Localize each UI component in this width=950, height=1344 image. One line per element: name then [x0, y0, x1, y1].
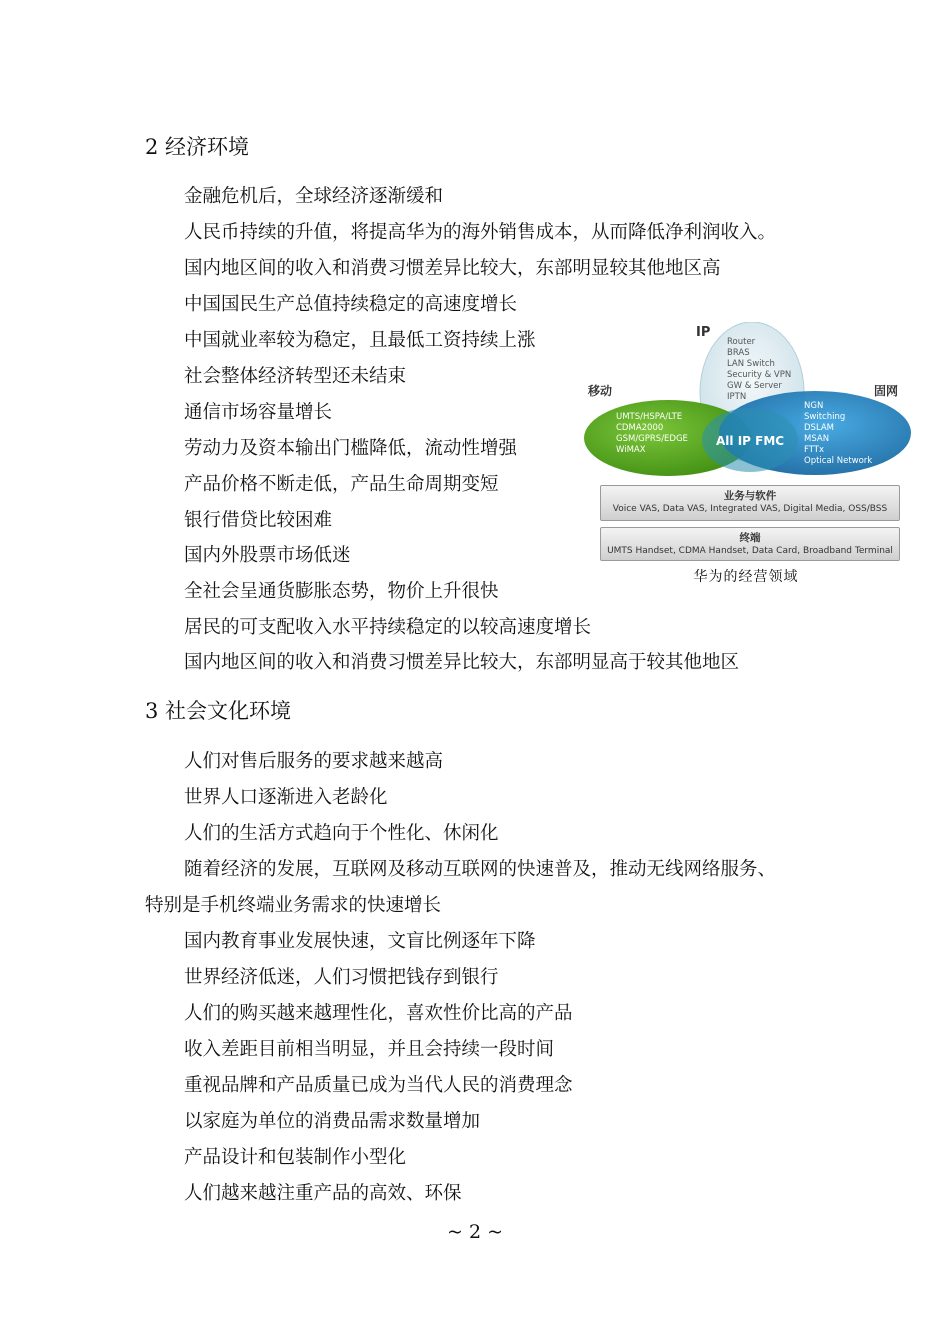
text-line: 以家庭为单位的消费品需求数量增加 — [184, 1111, 481, 1132]
page-number: ~ 2 ~ — [446, 1221, 503, 1243]
text-line: 收入差距目前相当明显，并且会持续一段时间 — [184, 1039, 555, 1060]
venn-diagram — [580, 322, 912, 490]
text-line: 世界人口逐渐进入老龄化 — [184, 787, 388, 808]
text-line: 国内外股票市场低迷 — [184, 545, 351, 566]
ip-item: Router — [727, 337, 756, 347]
fixed-label: 固网 — [874, 384, 899, 398]
text-line: 中国国民生产总值持续稳定的高速度增长 — [184, 294, 518, 315]
text-line: 国内地区间的收入和消费习惯差异比较大，东部明显较其他地区高 — [184, 258, 721, 279]
text-line: 国内教育事业发展快速，文盲比例逐年下降 — [184, 931, 536, 952]
fixed-item: FTTx — [804, 445, 825, 455]
ip-label: IP — [696, 325, 711, 340]
terminal-title: 终端 — [739, 532, 761, 544]
mobile-label: 移动 — [588, 384, 613, 398]
fixed-item: NGN — [804, 401, 824, 411]
ip-item: GW & Server — [727, 381, 782, 391]
services-title: 业务与软件 — [723, 490, 777, 502]
ip-item: IPTN — [727, 392, 747, 402]
terminal-bar — [600, 527, 900, 561]
mobile-item: WiMAX — [616, 445, 646, 455]
text-line: 人民币持续的升值，将提高华为的海外销售成本，从而降低净利润收入。 — [184, 222, 777, 243]
text-line: 产品价格不断走低，产品生命周期变短 — [184, 474, 499, 495]
services-desc: Voice VAS, Data VAS, Integrated VAS, Digital Media, OSS/BSS — [612, 504, 888, 514]
text-line: 人们对售后服务的要求越来越高 — [184, 751, 444, 772]
fixed-item: Switching — [804, 412, 846, 422]
ip-item: Security & VPN — [727, 370, 792, 380]
ip-item: LAN Switch — [727, 359, 775, 369]
center-label: All IP FMC — [716, 434, 785, 448]
figure-caption: 华为的经营领域 — [693, 569, 799, 585]
section-heading-economy: 2 经济环境 — [145, 135, 250, 159]
section-heading-social-culture: 3 社会文化环境 — [145, 699, 292, 723]
terminal-desc: UMTS Handset, CDMA Handset, Data Card, Broadband Terminal — [607, 546, 893, 556]
services-bar — [600, 485, 900, 521]
ip-item: BRAS — [727, 348, 750, 358]
mobile-item: UMTS/HSPA/LTE — [616, 412, 683, 422]
text-line: 随着经济的发展，互联网及移动互联网的快速普及，推动无线网络服务、 — [184, 859, 777, 880]
text-line: 人们越来越注重产品的高效、环保 — [184, 1183, 462, 1204]
text-line: 产品设计和包装制作小型化 — [184, 1147, 407, 1168]
text-line: 居民的可支配收入水平持续稳定的以较高速度增长 — [184, 617, 592, 638]
text-line: 人们的购买越来越理性化，喜欢性价比高的产品 — [184, 1003, 573, 1024]
text-line: 银行借贷比较困难 — [184, 510, 333, 531]
business-domain-figure — [580, 322, 912, 590]
text-line: 重视品牌和产品质量已成为当代人民的消费理念 — [184, 1075, 573, 1096]
text-line: 特别是手机终端业务需求的快速增长 — [145, 895, 442, 916]
text-line: 通信市场容量增长 — [184, 402, 333, 423]
fixed-item: MSAN — [804, 434, 830, 444]
text-line: 劳动力及资本输出门槛降低，流动性增强 — [184, 438, 518, 459]
text-line: 中国就业率较为稳定，且最低工资持续上涨 — [184, 330, 536, 351]
text-line: 国内地区间的收入和消费习惯差异比较大，东部明显高于较其他地区 — [184, 652, 740, 673]
mobile-item: CDMA2000 — [616, 423, 664, 433]
text-line: 金融危机后，全球经济逐渐缓和 — [184, 186, 444, 207]
text-line: 世界经济低迷，人们习惯把钱存到银行 — [184, 967, 499, 988]
text-line: 全社会呈通货膨胀态势，物价上升很快 — [184, 581, 499, 602]
text-line: 社会整体经济转型还未结束 — [184, 366, 407, 387]
fixed-item: Optical Network — [804, 456, 873, 466]
text-line: 人们的生活方式趋向于个性化、休闲化 — [184, 823, 499, 844]
fixed-item: DSLAM — [804, 423, 835, 433]
mobile-item: GSM/GPRS/EDGE — [616, 434, 688, 444]
